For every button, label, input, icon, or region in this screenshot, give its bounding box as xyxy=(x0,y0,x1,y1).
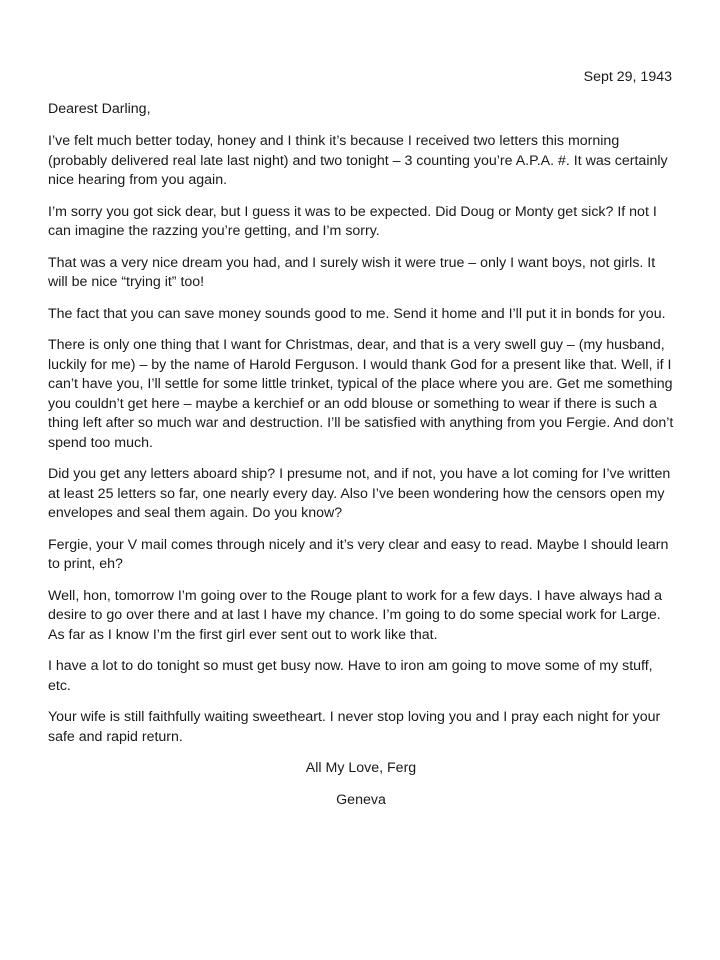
paragraph: I’ve felt much better today, honey and I think it’s because I received two letters this morning (probably delivered real late last night) and two tonight – 3 counting you’re A.P.A. #. It was certainly nice hearing from you again. xyxy=(48,133,668,188)
paragraph: Did you get any letters aboard ship? I presume not, and if not, you have a lot coming for I’ve written at least 25 letters so far, one nearly every day. Also I’ve been wondering how the censors open my envelopes and seal them again. Do you know? xyxy=(48,466,671,521)
letter-body xyxy=(48,68,674,810)
paragraph: That was a very nice dream you had, and I surely wish it were true – only I want boys, not girls. It will be nice “trying it” too! xyxy=(48,254,656,290)
paragraph: Your wife is still faithfully waiting sweetheart. I never stop loving you and I pray each night for your safe and rapid return. xyxy=(48,709,661,745)
paragraph: There is only one thing that I want for Christmas, dear, and that is a very swell guy – (my husband, luckily for me) – by the name of Harold Ferguson. I would thank God for a present like that. Well, if I can’t have you, I’ll settle for some little trinket, typical of the place where you are. Get me something you couldn’t get here – maybe a kerchief or an odd blouse or something to wear if there is such a thing left after so much war and destruction. I’ll be satisfied with anything from you Fergie. And don’t spend too much. xyxy=(48,337,674,451)
paragraph: Well, hon, tomorrow I’m going over to the Rouge plant to work for a few days. I have always had a desire to go over there and at last I have my chance. I’m going to do some special work for Large. As far as I know I’m the first girl ever sent out to work like that. xyxy=(48,587,663,643)
letter-date: Sept 29, 1943 xyxy=(583,69,672,85)
paragraph: Fergie, your V mail comes through nicely and it’s very clear and easy to read. Maybe I should learn to print, eh? xyxy=(48,536,669,572)
closing-line: All My Love, Ferg xyxy=(305,760,417,776)
signature: Geneva xyxy=(336,791,386,808)
salutation: Dearest Darling, xyxy=(48,100,151,117)
paragraph: The fact that you can save money sounds good to me. Send it home and I’ll put it in bonds for you. xyxy=(48,305,666,322)
paragraph: I’m sorry you got sick dear, but I guess it was to be expected. Did Doug or Monty get sick? If not I can imagine the razzing you’re getting, and I’m sorry. xyxy=(48,203,657,239)
paragraph: I have a lot to do tonight so must get busy now. Have to iron am going to move some of my stuff, etc. xyxy=(48,658,653,694)
